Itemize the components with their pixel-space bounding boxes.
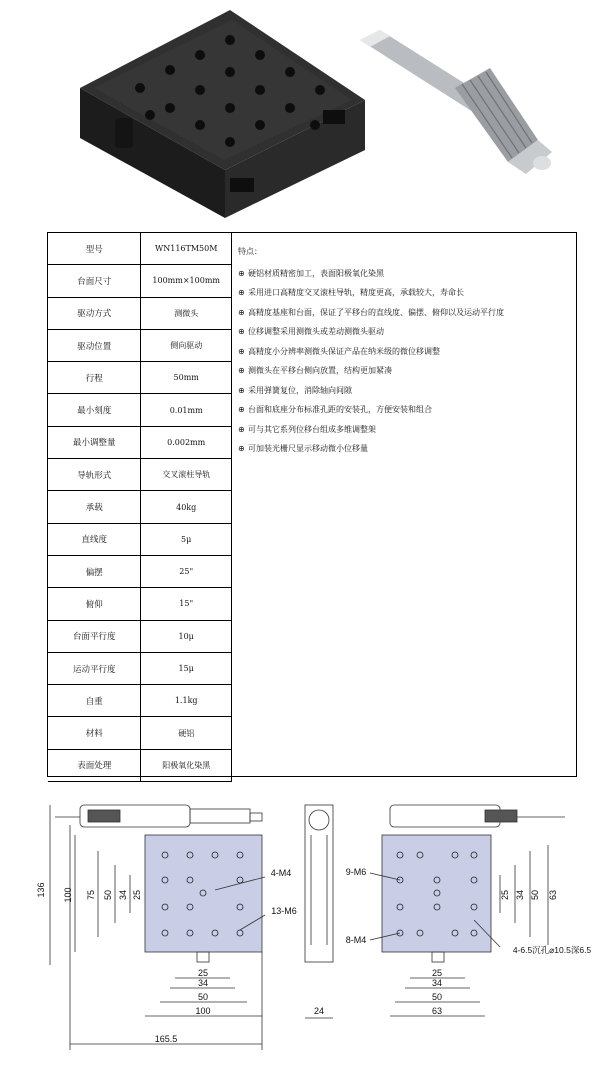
spec-row bbox=[48, 459, 232, 491]
right-dim-h2: 34 bbox=[431, 978, 443, 988]
spec-value: 侧向驱动 bbox=[141, 329, 232, 361]
feature-text: 采用进口高精度交叉滚柱导轨，精度更高，承载较大，寿命长 bbox=[248, 288, 464, 297]
left-dim-v4: 50 bbox=[103, 889, 113, 901]
feature-text: 高精度小分辨率测微头保证产品在纳米级的微位移调整 bbox=[248, 346, 440, 356]
spec-panel bbox=[47, 232, 577, 777]
left-dim-v3: 75 bbox=[86, 889, 96, 901]
spec-label: 承载 bbox=[48, 491, 141, 523]
callout-13-m6: 13-M6 bbox=[271, 906, 297, 916]
callout-9-m6: 9-M6 bbox=[345, 867, 367, 877]
feature-item bbox=[238, 264, 573, 284]
bullet-icon: ⊕ bbox=[238, 327, 245, 336]
feature-text: 台面和底座分布标准孔距的安装孔，方便安装和组合 bbox=[248, 405, 432, 414]
bullet-icon: ⊕ bbox=[238, 385, 245, 395]
spec-row bbox=[48, 555, 232, 587]
spec-value: 15μ bbox=[141, 652, 232, 684]
feature-text: 硬铝材质精密加工，表面阳极氧化染黑 bbox=[248, 268, 384, 278]
spec-value: 15" bbox=[141, 588, 232, 620]
spec-row bbox=[48, 297, 232, 329]
spec-row bbox=[48, 362, 232, 394]
spec-value: 40kg bbox=[141, 491, 232, 523]
feature-item bbox=[238, 303, 573, 323]
left-dim-h4: 100 bbox=[195, 1006, 211, 1016]
callout-8-m4: 8-M4 bbox=[345, 935, 367, 945]
right-dim-h4: 63 bbox=[431, 1006, 443, 1016]
spec-value: 100mm×100mm bbox=[141, 265, 232, 297]
left-dim-h2: 34 bbox=[197, 978, 209, 988]
features-title: 特点： bbox=[238, 247, 262, 256]
spec-value: 10μ bbox=[141, 620, 232, 652]
bullet-icon: ⊕ bbox=[238, 424, 245, 434]
feature-text: 测微头在平移台侧向放置，结构更加紧凑 bbox=[248, 366, 392, 375]
left-dim-v5: 34 bbox=[118, 889, 128, 901]
feature-text: 高精度基座和台面，保证了平移台的直线度、偏摆、俯仰以及运动平行度 bbox=[248, 307, 504, 317]
spec-table bbox=[48, 233, 232, 782]
left-dim-h5: 165.5 bbox=[154, 1034, 178, 1044]
right-dim-v1: 25 bbox=[500, 889, 510, 901]
spec-label: 驱动位置 bbox=[48, 329, 141, 361]
feature-item bbox=[238, 439, 573, 459]
spec-row bbox=[48, 523, 232, 555]
left-dim-h1: 25 bbox=[197, 968, 209, 978]
spec-row bbox=[48, 233, 232, 265]
spec-row bbox=[48, 265, 232, 297]
spec-row bbox=[48, 749, 232, 781]
bullet-icon: ⊕ bbox=[238, 346, 245, 356]
spec-value: 0.002mm bbox=[141, 426, 232, 458]
spec-value: 测微头 bbox=[141, 297, 232, 329]
side-dim: 24 bbox=[313, 1006, 325, 1016]
spec-label: 导轨形式 bbox=[48, 459, 141, 491]
bullet-icon: ⊕ bbox=[238, 307, 245, 317]
technical-drawing bbox=[0, 785, 615, 1068]
bullet-icon: ⊕ bbox=[238, 268, 245, 278]
spec-label: 台面平行度 bbox=[48, 620, 141, 652]
spec-value: 25" bbox=[141, 555, 232, 587]
bullet-icon: ⊕ bbox=[238, 444, 245, 453]
spec-value: 5μ bbox=[141, 523, 232, 555]
spec-label: 俯仰 bbox=[48, 588, 141, 620]
callout-4-m4: 4-M4 bbox=[270, 868, 292, 878]
spec-row bbox=[48, 394, 232, 426]
spec-label: 材料 bbox=[48, 717, 141, 749]
spec-label: 台面尺寸 bbox=[48, 265, 141, 297]
spec-value: 1.1kg bbox=[141, 685, 232, 717]
spec-value: WN116TM50M bbox=[141, 233, 232, 265]
spec-value: 0.01mm bbox=[141, 394, 232, 426]
spec-value: 硬铝 bbox=[141, 717, 232, 749]
feature-item bbox=[238, 322, 573, 342]
callout-counterbore: 4-6.5沉孔⌀10.5深6.5 bbox=[512, 945, 592, 955]
spec-label: 最小刻度 bbox=[48, 394, 141, 426]
right-dim-h1: 25 bbox=[431, 968, 443, 978]
right-dim-v4: 63 bbox=[548, 889, 558, 901]
spec-label: 偏摆 bbox=[48, 555, 141, 587]
spec-label: 型号 bbox=[48, 233, 141, 265]
features-list bbox=[238, 242, 573, 459]
bullet-icon: ⊕ bbox=[238, 405, 245, 414]
feature-text: 采用弹簧复位，消除轴向间隙 bbox=[248, 385, 352, 395]
feature-text: 可加装光栅尺显示移动微小位移量 bbox=[248, 444, 368, 453]
spec-label: 表面处理 bbox=[48, 749, 141, 781]
right-dim-v2: 34 bbox=[515, 889, 525, 901]
spec-value: 交叉滚柱导轨 bbox=[141, 459, 232, 491]
spec-value: 阳极氧化染黑 bbox=[141, 749, 232, 781]
side-profile bbox=[305, 805, 333, 962]
bullet-icon: ⊕ bbox=[238, 288, 245, 297]
spec-label: 驱动方式 bbox=[48, 297, 141, 329]
right-dim-h3: 50 bbox=[431, 992, 443, 1002]
feature-item bbox=[238, 361, 573, 381]
spec-row bbox=[48, 491, 232, 523]
right-dim-v3: 50 bbox=[530, 889, 540, 901]
spec-row bbox=[48, 588, 232, 620]
spec-row bbox=[48, 620, 232, 652]
feature-item bbox=[238, 283, 573, 303]
spec-label: 自重 bbox=[48, 685, 141, 717]
left-dim-v1: 136 bbox=[36, 882, 46, 898]
left-dim-v2: 100 bbox=[63, 887, 73, 903]
spec-label: 最小调整量 bbox=[48, 426, 141, 458]
spec-label: 行程 bbox=[48, 362, 141, 394]
spec-row bbox=[48, 685, 232, 717]
spec-row bbox=[48, 426, 232, 458]
spec-label: 运动平行度 bbox=[48, 652, 141, 684]
spec-row bbox=[48, 717, 232, 749]
feature-item bbox=[238, 381, 573, 401]
spec-value: 50mm bbox=[141, 362, 232, 394]
product-photo bbox=[60, 0, 560, 228]
feature-text: 位移调整采用测微头或差动测微头驱动 bbox=[248, 327, 384, 336]
feature-item bbox=[238, 342, 573, 362]
bullet-icon: ⊕ bbox=[238, 366, 245, 375]
spec-row bbox=[48, 329, 232, 361]
feature-item bbox=[238, 420, 573, 440]
left-dim-h3: 50 bbox=[197, 992, 209, 1002]
spec-label: 直线度 bbox=[48, 523, 141, 555]
left-dim-v6: 25 bbox=[132, 889, 142, 901]
spec-row bbox=[48, 652, 232, 684]
feature-item bbox=[238, 400, 573, 420]
feature-text: 可与其它系列位移台组成多维调整架 bbox=[248, 424, 376, 434]
